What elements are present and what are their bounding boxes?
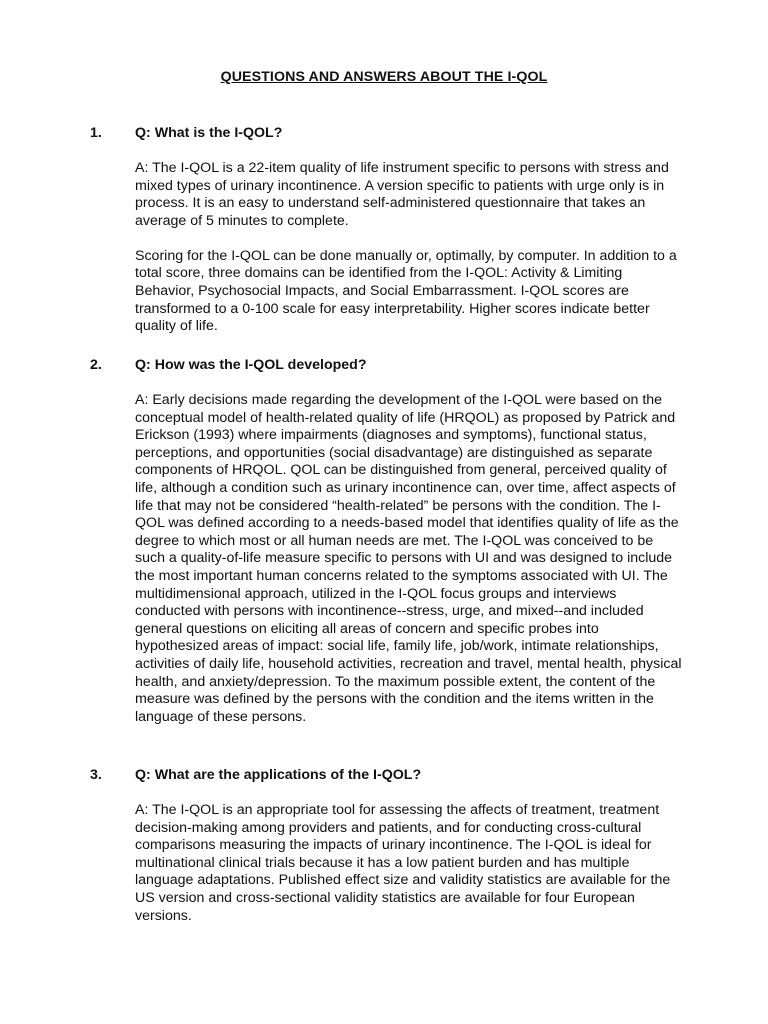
qa-question: Q: What is the I-QOL? [135, 125, 283, 141]
qa-section-1 [90, 124, 690, 336]
document-title: QUESTIONS AND ANSWERS ABOUT THE I-QOL [220, 69, 548, 85]
qa-section-3 [90, 766, 690, 925]
qa-heading [90, 356, 690, 374]
qa-answer-paragraph: Scoring for the I-QOL can be done manually or, optimally, by computer. In addition to a total score, three domains can be identified from the I-QOL: Activity & Limiting Behavior, Psychosocial Impacts, and Social Embarrassment. I-QOL scores are transformed to a 0-100 scale for easy interpretability. Higher scores indicate better quality of life. [135, 247, 677, 335]
qa-number: 2. [90, 357, 102, 373]
qa-answer-paragraph: A: The I-QOL is a 22-item quality of life instrument specific to persons with stress and mixed types of urinary incontinence. A version specific to patients with urge only is in process. It is an easy to understand self-administered questionnaire that takes an average of 5 minutes to complete. [135, 160, 669, 229]
qa-heading [90, 124, 690, 142]
qa-heading [90, 766, 690, 784]
qa-section-2 [90, 356, 690, 726]
qa-number: 3. [90, 767, 102, 783]
qa-answer-paragraph: A: The I-QOL is an appropriate tool for assessing the affects of treatment, treatment decision-making among providers and patients, and for conducting cross-cultural comparisons measuring the impacts of urinary incontinence. The I-QOL is ideal for multinational clinical trials because it has a low patient burden and has multiple language adaptations. Published effect size and validity statistics are available for the US version and cross-sectional validity statistics are available for four European versions. [135, 802, 671, 924]
qa-question: Q: What are the applications of the I-QOL? [135, 767, 422, 783]
qa-question: Q: How was the I-QOL developed? [135, 357, 367, 373]
qa-answer-paragraph: A: Early decisions made regarding the development of the I-QOL were based on the conceptual model of health-related quality of life (HRQOL) as proposed by Patrick and Erickson (1993) where impairments (diagnoses and symptoms), functional status, perceptions, and opportunities (social disadvantage) are distinguished as separate components of HRQOL. QOL can be distinguished from general, perceived quality of life, although a condition such as urinary incontinence can, over time, affect aspects of life that may not be considered “health-related” be persons with the condition. The I-QOL was defined according to a needs-based model that identifies quality of life as the degree to which most or all human needs are met. The I-QOL was conceived to be such a quality-of-life measure specific to persons with UI and was designed to include the most important human concerns related to the symptoms associated with UI. The multidimensional approach, utilized in the I-QOL focus groups and interviews conducted with persons with incontinence--stress, urge, and mixed--and included general questions on eliciting all areas of concern and specific probes into hypothesized areas of impact: social life, family life, job/work, intimate relationships, activities of daily life, household activities, recreation and travel, mental health, physical health, and anxiety/depression. To the maximum possible extent, the content of the measure was defined by the persons with the condition and the items written in the language of these persons. [135, 392, 682, 725]
qa-number: 1. [90, 125, 102, 141]
